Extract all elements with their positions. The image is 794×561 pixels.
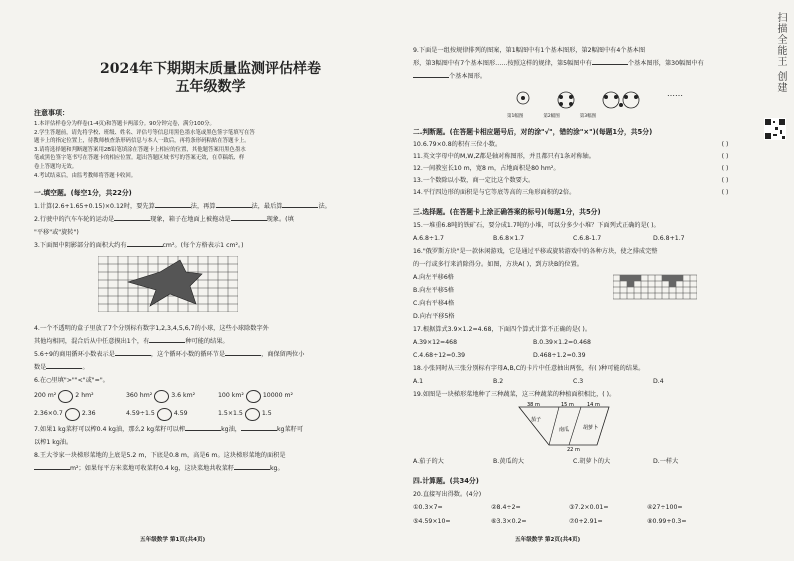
question-6: 6.在○里填">""<"或"="。 (34, 377, 109, 385)
section-calc: 四.计算题。(共34分) (413, 477, 479, 485)
compare-circle[interactable] (65, 408, 80, 421)
question-2: 2.行驶中的汽车车轮的运动是 现象，箱子在地面上被拖动是 现象。(填 (34, 213, 387, 226)
question-7: 7.如果1 kg菜籽可以榨0.4 kg油，那么2 kg菜籽可以榨 kg油， kg菜籽可 (34, 423, 387, 436)
section-fill-blank: 一.填空题。(每空1分，共22分) (34, 189, 132, 198)
judge-item: 14.平行四边形的面积是与它等底等高的三角形面积的2倍。 ( ) (413, 189, 729, 196)
question-9: 9.下面是一组按规律排列的图案，第1幅图中有1个基本图形，第2幅图中有4个基本图 (413, 47, 646, 54)
area-grid-figure (98, 256, 387, 316)
svg-text:14 m: 14 m (587, 402, 600, 408)
question-18: 18.小张同时从三张分别标有字母A,B,C的卡片中任意抽出两张，有( )种可能的结果。 (413, 365, 645, 372)
trapezoid-figure (509, 401, 619, 451)
question-8: 8.王大爷家一块梯形菜地的上底是5.2 m，下底是0.8 m，高是6 m。这块梯形菜地的面积是 (34, 452, 286, 460)
question-9-cont: 形，第3幅图中有7个基本图形……按照这样的规律，第5幅图中有 个基本图形，第30幅图中有 (413, 57, 739, 70)
judge-item: 11.英文字母中的M,W,Z都是轴对称图形，并且都只有1条对称轴。 ( ) (413, 153, 729, 160)
svg-text:茄子: 茄子 (531, 417, 542, 423)
option-16a: A.向左平移6格 (413, 274, 454, 281)
page-footer-1: 五年级数学 第1页(共4页) (140, 537, 206, 543)
question-20: 20.直接写出得数。(4分) (413, 491, 482, 498)
option-16b: B.向左平移5格 (413, 287, 455, 294)
question-19: 19.如图是一块梯形菜地种了三种蔬菜，这三种蔬菜的种植面积相比，( )。 (413, 391, 616, 398)
options-17a: A.39×12=468 B.0.39×1.2=0.468 (413, 339, 591, 346)
note-line: 2.学生答题前，请先将学校、班级、姓名、评估号等信息用黑色墨水笔或黑色签字笔填写在答 (34, 129, 255, 136)
question-9-cont2: 个基本图形。 (413, 70, 739, 83)
exam-title: 2024年下期期末质量监测评估样卷 (100, 61, 321, 77)
question-1: 1.计算(2.6+1.65+0.15)×0.12时，要先算 法，再算 法，最后算 法。 (34, 200, 387, 213)
options-18: A.1 B.2 C.3 D.4 (413, 378, 664, 385)
compare-item: 200 m² 2 hm² (34, 387, 126, 405)
pattern-ellipsis: …… (667, 89, 683, 98)
judge-item: 12.一间教室长10 m，宽8 m，占地面积是80 hm²。 ( ) (413, 165, 729, 172)
compare-circle[interactable] (246, 390, 261, 403)
compare-item: 100 km² 10000 m² (218, 387, 310, 405)
question-7-cont: 以榨1 kg油。 (34, 439, 73, 447)
pattern-figure-3 (599, 89, 649, 111)
question-8-cont: m²；如果每平方米菜地可收菜籽0.4 kg，这块菜地共收菜籽 kg。 (34, 462, 387, 475)
note-line: 3.请将选择题和判断题答案用2B铅笔填涂在答题卡上相应的位置，其他题答案用黑色墨水 (34, 146, 246, 153)
pattern-figures (513, 89, 739, 111)
compare-item: 4.59÷1.5 4.59 (126, 405, 218, 423)
question-16-cont: 的一行或多行来消除得分。如图，方块A( )，到方块B的位置。 (413, 261, 583, 268)
compare-circle[interactable] (157, 408, 172, 421)
exam-subtitle: 五年级数学 (175, 79, 246, 95)
notes-title: 注意事项： (34, 109, 69, 117)
question-16-body (413, 271, 739, 323)
note-line: 笔或黑色签字笔书写在答题卡的相应位置。超出答题区域书写的答案无效，在草稿纸、样 (34, 155, 245, 162)
svg-text:胡萝卜: 胡萝卜 (583, 425, 599, 431)
svg-text:38 m: 38 m (527, 402, 540, 408)
options-19: A.茄子的大 B.黄瓜的大 C.胡萝卜的大 D.一样大 (413, 458, 679, 465)
pattern-figure-1 (513, 89, 533, 107)
scanner-watermark: 扫描全能王 创建 (775, 12, 786, 94)
question-4: 4.一个不透明的盒子里放了7个分别标有数字1,2,3,4,5,6,7的小球，这些小球除数字外 (34, 325, 269, 333)
options-17b: C.4.68÷12=0.39 D.468÷1.2=0.39 (413, 352, 586, 359)
note-line: 1.本评估样卷分为样卷(1-4页)和答题卡两部分。90分钟完卷，满分100分。 (34, 121, 215, 127)
question-4-cont: 其他均相同，混合后从中任意摸出1个，有 种可能的结果。 (34, 335, 387, 348)
pattern-figure-2 (551, 89, 581, 111)
compare-item: 1.5×1.5 1.5 (218, 405, 310, 423)
calc-row-2: ⑤4.59×10= ⑥3.3×0.2= ⑦0+2.91= ⑧0.99+0.3= (413, 518, 687, 525)
svg-text:22 m: 22 m (567, 447, 580, 451)
question-2-cont: "平移"或"旋转") (34, 229, 79, 237)
note-line: 卷上答题均无效。 (34, 163, 78, 170)
judge-item: 13.一个数除以小数，商一定比这个数要大。 ( ) (413, 177, 729, 184)
question-16: 16."俄罗斯方块"是一款休闲游戏，它是通过平移或旋转游戏中的各种方块，使之排成完整 (413, 248, 658, 255)
qr-code-icon (764, 118, 786, 140)
right-page (405, 0, 745, 561)
judge-item: 10.6.79×0.8的积有三位小数。 ( ) (413, 141, 729, 148)
compare-item: 360 hm² 3.6 km² (126, 387, 218, 405)
options-15: A.6.8÷1.7 B.6.8×1.7 C.6.8-1.7 D.6.8+1.7 (413, 235, 685, 242)
option-16d: D.向右平移5格 (413, 313, 455, 320)
compare-row-2 (34, 405, 387, 423)
note-line: 题卡上的指定位置上，待教师核查条形码信息与本人一致后，再将条形码粘贴在答题卡上。 (34, 138, 250, 145)
question-15: 15.一堆重6.8吨的铁矿石，要分成1.7吨的小堆，可以分多少小堆？下面列式正确的是( )。 (413, 222, 660, 229)
compare-circle[interactable] (245, 408, 260, 421)
svg-text:15 m: 15 m (561, 402, 574, 408)
note-line: 4.考试结束后，由监考教师将答题卡收回。 (34, 172, 137, 179)
svg-text:南瓜: 南瓜 (559, 427, 570, 433)
page-footer-2: 五年级数学 第2页(共4页) (515, 537, 581, 543)
question-3: 3.下面图中阴影部分的面积大约有 cm²。(每个方格表示1 cm²。) (34, 239, 387, 252)
section-judge: 二.判断题。(在答题卡相应题号后，对的涂"√"，错的涂"×")(每题1分，共5分) (413, 128, 653, 136)
question-17: 17.根据算式3.9×1.2=4.68，下面四个算式计算不正确的是( )。 (413, 326, 592, 333)
compare-circle[interactable] (58, 390, 73, 403)
tetris-figure (613, 271, 697, 305)
calc-row-1: ①0.3×7= ②8.4÷2= ③7.2×0.01= ④27÷100= (413, 504, 683, 511)
section-choice: 三.选择题。(在答题卡上涂正确答案的标号)(每题1分，共5分) (413, 208, 601, 216)
question-5-cont: 数是 。 (34, 361, 387, 374)
compare-item: 2.36×0.7 2.36 (34, 405, 126, 423)
compare-row-1 (34, 387, 387, 405)
option-16c: C.向右平移4格 (413, 300, 455, 307)
compare-circle[interactable] (154, 390, 169, 403)
pattern-labels: 第1幅图 第2幅图 第3幅图 (507, 114, 597, 119)
question-5: 5.6÷9的商用循环小数表示是 ，这个循环小数的循环节是 ，商保留两位小 (34, 348, 387, 361)
